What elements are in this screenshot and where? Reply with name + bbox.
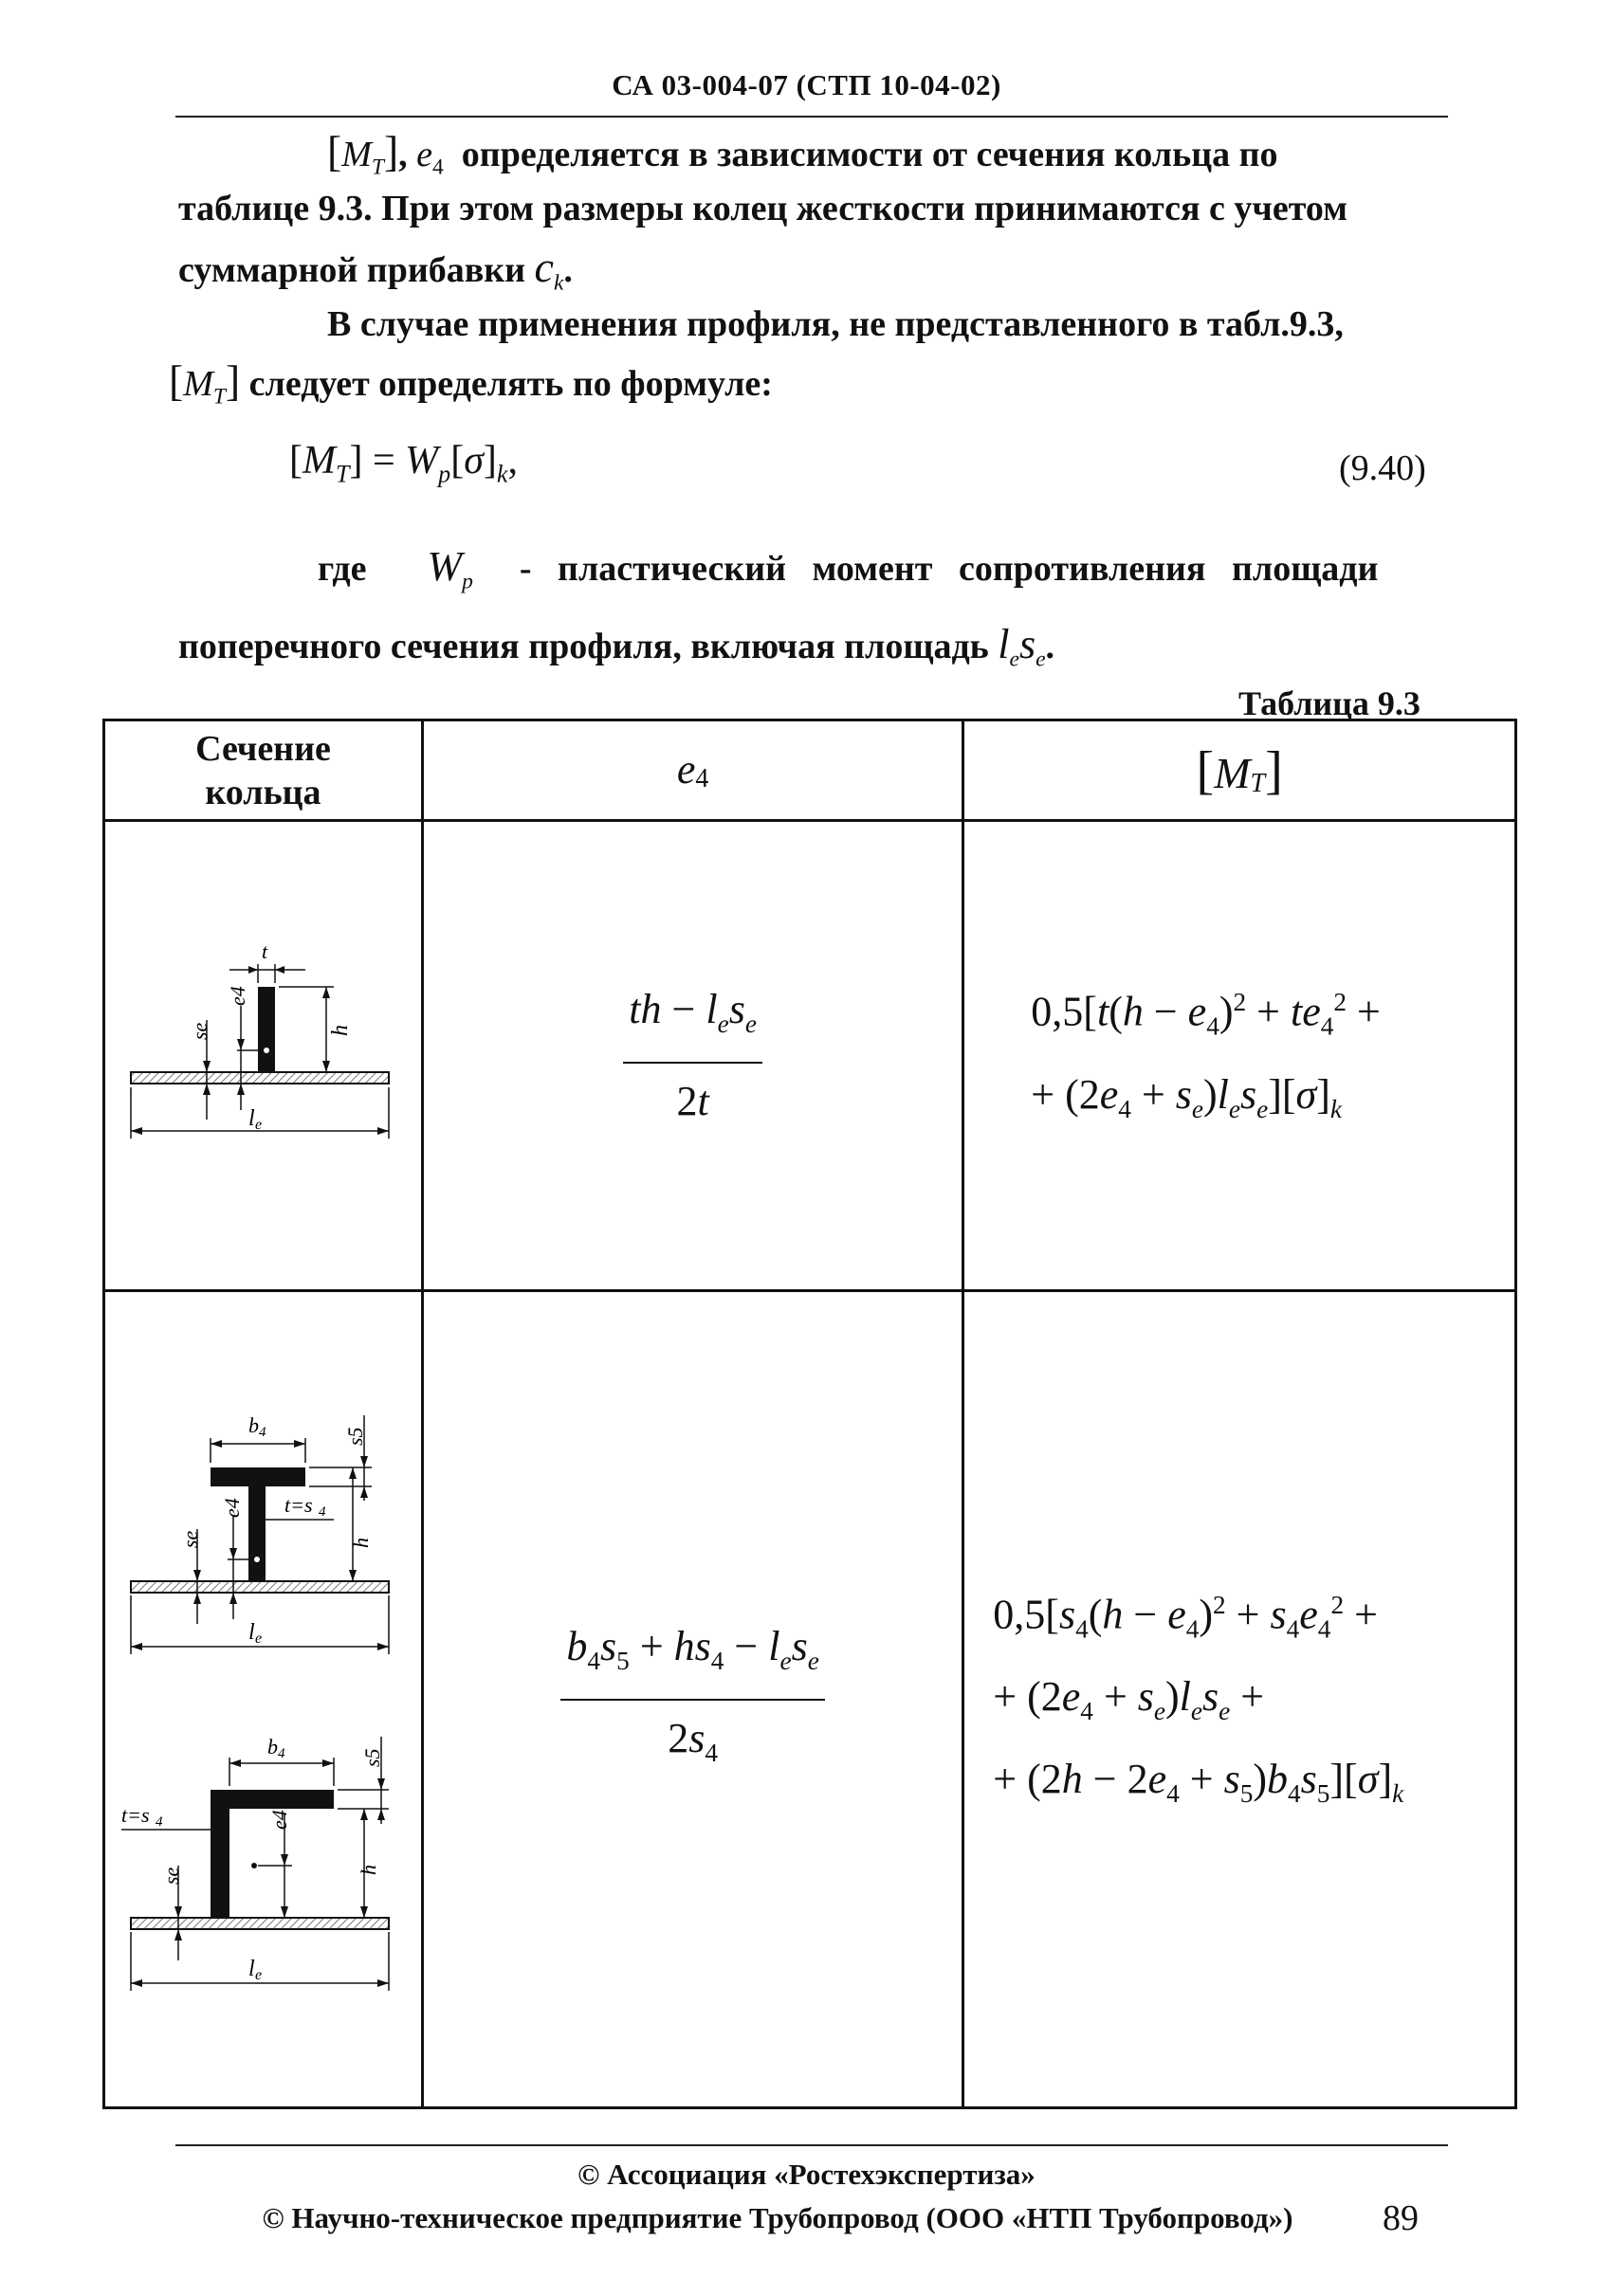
footer-line-1: © Ассоциация «Ростехэкспертиза» xyxy=(577,2158,1036,2191)
section-diagram-cell-2 xyxy=(104,1291,423,2108)
svg-text:t=s: t=s xyxy=(284,1492,313,1517)
svg-text:4: 4 xyxy=(319,1503,326,1520)
angle-profile-section-diagram xyxy=(116,1723,410,1998)
svg-text:e4: e4 xyxy=(220,1497,245,1518)
paragraph-2-line-2: $[M_T]$ следует определять по формуле: xyxy=(169,356,773,410)
svg-text:h: h xyxy=(328,1025,354,1036)
svg-text:e4: e4 xyxy=(226,986,250,1006)
svg-text:e: e xyxy=(255,1966,263,1983)
svg-text:4: 4 xyxy=(259,1424,266,1440)
svg-text:4: 4 xyxy=(156,1813,163,1830)
svg-text:e4: e4 xyxy=(267,1809,292,1830)
page-number: 89 xyxy=(1383,2198,1419,2238)
svg-text:l: l xyxy=(248,1619,256,1645)
paragraph-2-line-1: В случае применения профиля, не представленного в табл.9.3, xyxy=(327,304,1344,344)
table-row-flat-bar xyxy=(104,821,1516,1291)
e4-formula-flat-bar: $\frac{th - l_es_e}{2t}$ xyxy=(422,821,962,1291)
section-diagram-cell-1 xyxy=(104,821,423,1291)
svg-text:e: e xyxy=(255,1117,263,1133)
e4-formula-t-angle: $\frac{b_4s_5 + hs_4 - l_es_e}{2s_4}$ xyxy=(422,1291,962,2108)
header-rule xyxy=(175,116,1448,118)
paragraph-3-line-1: где $W_p$ - пластический момент сопротивления площади xyxy=(318,543,1379,594)
svg-text:se: se xyxy=(188,1022,212,1040)
svg-text:l: l xyxy=(248,1106,256,1131)
mt-formula-flat-bar: $0,5[t(h - e_4)^2 + te_4^2$ + + $(2e_4 + s_e)l_es_e][\sigma]_k$ xyxy=(963,821,1516,1291)
svg-text:t=s: t=s xyxy=(121,1802,150,1827)
table-row-t-and-angle xyxy=(104,1291,1516,2108)
formula-9-40: $[M_T] = W_p[\sigma]_k$, xyxy=(289,439,518,488)
table-header-row xyxy=(104,720,1516,821)
svg-text:b: b xyxy=(267,1734,279,1758)
running-header: СА 03-004-07 (СТП 10-04-02) xyxy=(612,68,1001,101)
t-profile-section-diagram xyxy=(116,1396,410,1681)
table-9-3 xyxy=(102,719,1517,2109)
svg-text:s5: s5 xyxy=(343,1426,368,1446)
svg-text:t: t xyxy=(262,939,268,963)
paragraph-1-line-2: таблице 9.3. При этом размеры колец жесткости принимаются с учетом xyxy=(178,189,1348,228)
header-mt: $[M_T]$ xyxy=(963,720,1516,821)
svg-text:se: se xyxy=(159,1867,184,1885)
footer-line-2: © Научно-техническое предприятие Трубопровод (ООО «НТП Трубопровод») xyxy=(262,2201,1293,2234)
header-section-line-2: кольца xyxy=(205,772,321,812)
header-e4: $e_4$ xyxy=(422,720,962,821)
svg-text:b: b xyxy=(248,1412,260,1437)
table-caption: Таблица 9.3 xyxy=(1238,684,1421,722)
paragraph-1-line-1: $[M_T]$, $e_4$ определяется в зависимости от сечения кольца по xyxy=(327,127,1278,180)
formula-number: (9.40) xyxy=(1339,448,1426,488)
svg-text:s5: s5 xyxy=(360,1747,385,1767)
header-section-line-1: Сечение xyxy=(195,728,331,769)
header-section xyxy=(104,720,423,821)
svg-text:e: e xyxy=(255,1630,263,1647)
svg-text:4: 4 xyxy=(278,1745,285,1761)
footer-rule xyxy=(175,2144,1448,2146)
svg-text:se: se xyxy=(178,1530,203,1548)
svg-text:h: h xyxy=(349,1537,374,1548)
paragraph-3-line-2: поперечного сечения профиля, включая площадь $l_es_e$. xyxy=(178,621,1055,672)
svg-text:h: h xyxy=(357,1864,381,1875)
mt-formula-t-angle: $0,5[s_4(h - e_4)^2 + s_4e_4^2$ + + $(2e_4 + s_e)l_es_e$ + + $(2h - 2e_4 + s_5)b_4s_5][\sigma]_k$ xyxy=(963,1291,1516,2108)
svg-text:l: l xyxy=(248,1956,256,1981)
flat-bar-section-diagram xyxy=(116,930,410,1176)
paragraph-1-line-3: суммарной прибавки $c_k$. xyxy=(178,243,573,296)
